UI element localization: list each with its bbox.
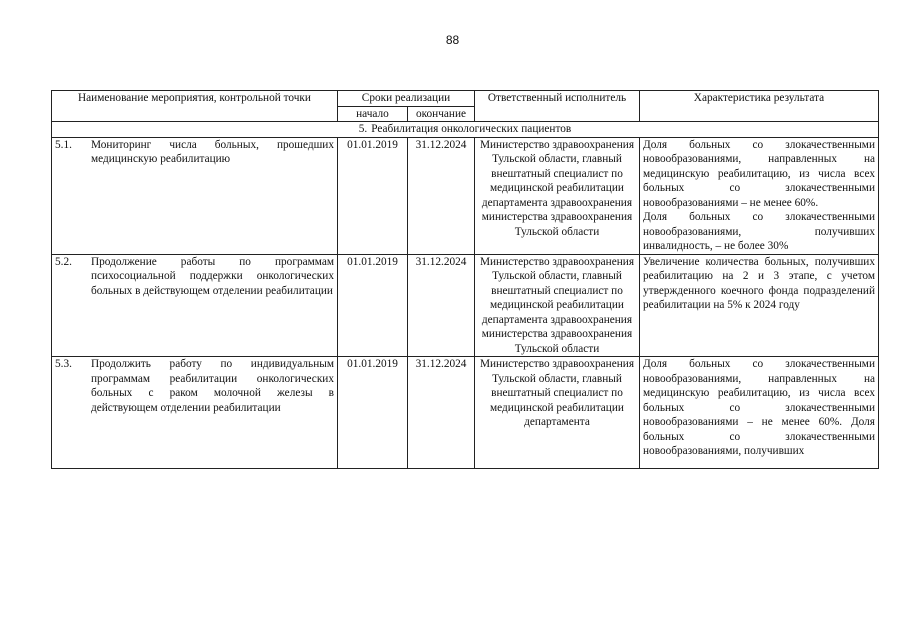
row-number: 5.1. <box>55 138 72 151</box>
result-cell <box>640 254 879 357</box>
executor: Министерство здравоохранения Тульской области, главный внештатный специалист по медицинской реабилитации департамента здравоохранения министерства здравоохранения Тульской области <box>475 254 640 357</box>
executor: Министерство здравоохранения Тульской области, главный внештатный специалист по медицинской реабилитации департамента здравоохранения министерства здравоохранения Тульской области <box>475 137 640 254</box>
executor-cell <box>475 357 640 469</box>
end-date: 31.12.2024 <box>408 357 475 469</box>
activity-cell <box>52 357 338 469</box>
activity-cell <box>52 137 338 254</box>
table-row <box>52 357 879 469</box>
row-number: 5.3. <box>55 358 72 370</box>
page-number: 88 <box>445 33 460 47</box>
section-title: Реабилитация онкологических пациентов <box>371 123 572 135</box>
end-date: 31.12.2024 <box>408 254 475 357</box>
executor: Министерство здравоохранения Тульской области, главный внештатный специалист по медицинской реабилитации департамента <box>479 358 635 428</box>
start-date: 01.01.2019 <box>338 254 408 357</box>
header-executor: Ответственный исполнитель <box>475 91 640 122</box>
header-period: Сроки реализации <box>338 91 475 107</box>
table-row <box>52 137 879 254</box>
result-text: Доля больных со злокачественными новообразованиями, направленных на медицинскую реабилитацию, из числа всех больных со злокачественными новообразованиями – не менее 60%. <box>643 138 875 209</box>
section-row <box>52 122 879 138</box>
section-heading <box>52 122 879 138</box>
result-cell <box>640 357 879 469</box>
activity-cell <box>52 254 338 357</box>
result-cell <box>640 137 879 254</box>
section-number: 5. <box>358 123 368 135</box>
activity-name: Продолжить работу по индивидуальным программам реабилитации онкологических больных с раком молочной железы в действующем отделении реабилитации <box>91 358 334 414</box>
result-text: Доля больных со злокачественными новообразованиями, получивших инвалидность, – не более 30% <box>643 211 875 252</box>
row-number: 5.2. <box>55 255 72 268</box>
result-text: Увеличение количества больных, получивших реабилитацию на 2 и 3 этапе, с учетом утвержденного коечного фонда подразделений реабилитации на 5% к 2024 году <box>643 255 875 311</box>
activity-name: Мониторинг числа больных, прошедших медицинскую реабилитацию <box>91 138 334 165</box>
activities-table <box>51 90 879 469</box>
start-date: 01.01.2019 <box>338 357 408 469</box>
header-name: Наименование мероприятия, контрольной точки <box>52 91 338 122</box>
header-row-1 <box>52 91 879 107</box>
end-date: 31.12.2024 <box>408 137 475 254</box>
table-row <box>52 254 879 357</box>
header-result: Характеристика результата <box>640 91 879 122</box>
header-start: начало <box>338 106 408 122</box>
result-text: Доля больных со злокачественными новообразованиями, направленных на медицинскую реабилитацию, из числа всех больных со злокачественными новообразованиями – не менее 60%. Доля больных со злокачественными новообразованиями, получивших <box>643 358 875 457</box>
header-end: окончание <box>408 106 475 122</box>
activity-name: Продолжение работы по программам психосоциальной поддержки онкологических больных в действующем отделении реабилитации <box>91 255 334 297</box>
start-date: 01.01.2019 <box>338 137 408 254</box>
